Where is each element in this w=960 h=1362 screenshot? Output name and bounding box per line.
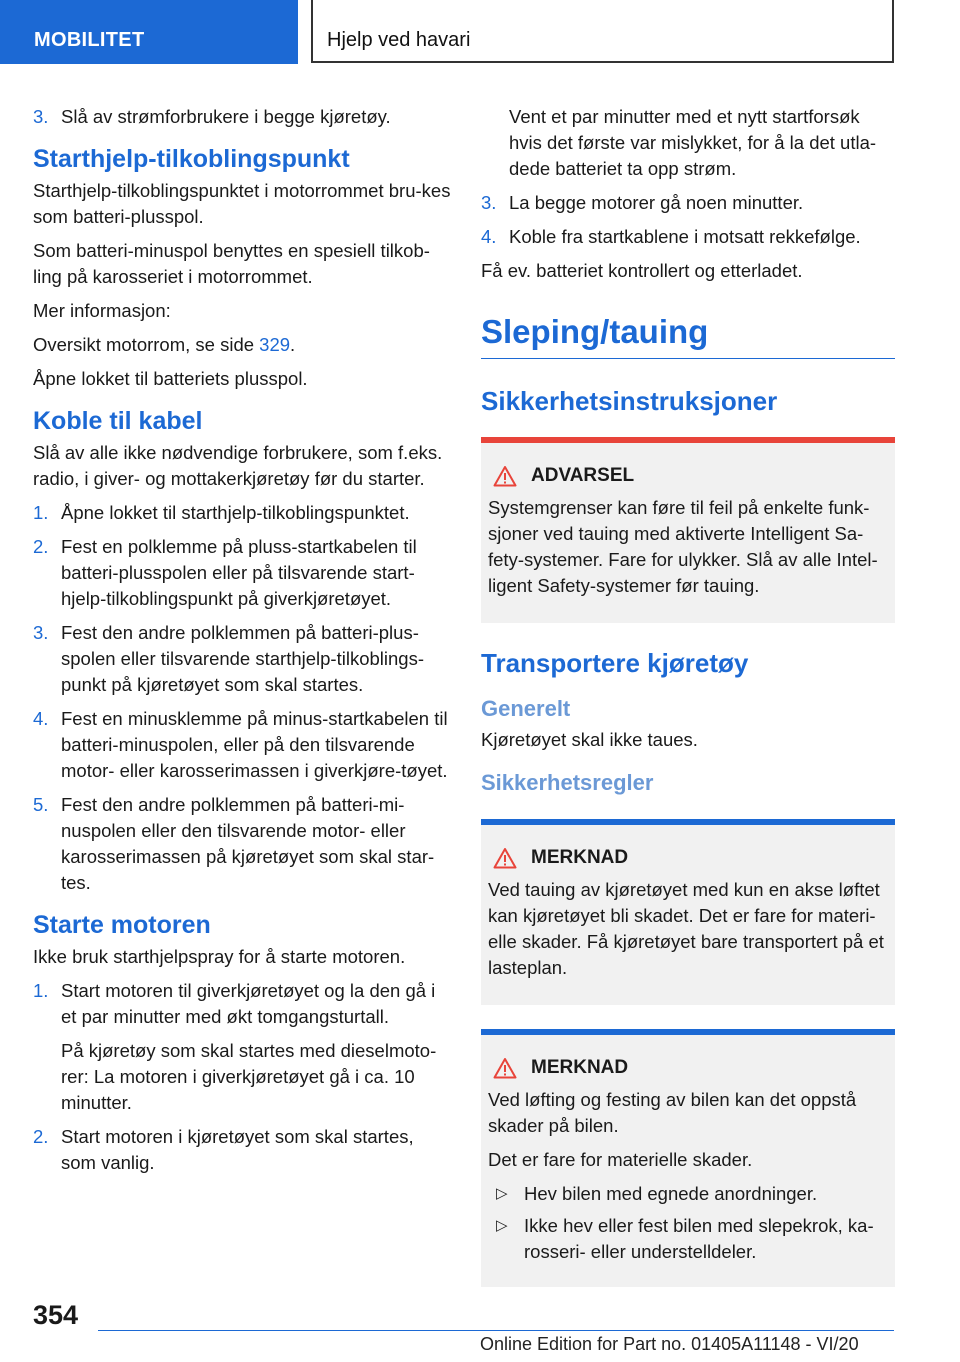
notice-title: MERKNAD: [531, 847, 629, 868]
step-text: Fest den andre polklemmen på batteri-mi-nuspolen eller den tilsvarende motor- eller karosserimassen på kjøretøyet som skal star-tes.: [61, 794, 435, 893]
paragraph: Kjøretøyet skal ikke taues.: [481, 729, 698, 750]
warning-title-row: [488, 463, 887, 489]
warning-title: ADVARSEL: [531, 465, 635, 486]
step-number: 1.: [33, 980, 49, 1001]
paragraph: Slå av alle ikke nødvendige forbrukere, som f.eks. radio, i giver- og mottakerkjøretøy før du starter.: [33, 442, 443, 489]
paragraph: Få ev. batteriet kontrollert og etterladet.: [481, 260, 803, 281]
list-item: [33, 706, 451, 784]
list-item: [33, 792, 451, 896]
list-item: [488, 1213, 887, 1265]
heading-starte: Starte motoren: [33, 911, 211, 939]
paragraph: Ikke bruk starthjelpspray for å starte motoren.: [33, 946, 406, 967]
step-number: 2.: [33, 1126, 49, 1147]
starte-steps: [33, 978, 451, 1176]
heading-regler: Sikkerhetsregler: [481, 770, 654, 795]
bullet-text: Ikke hev eller fest bilen med slepekrok, ka-rosseri- eller understelldeler.: [524, 1215, 874, 1262]
list-item: [33, 1124, 451, 1176]
warning-text: Systemgrenser kan føre til feil på enkelte funk-sjoner ved tauing med aktiverte Intelligent Sa-fety-systemer. Fare for ulykker. Slå av alle Intel-ligent Safety-systemer før tauing.: [488, 497, 878, 596]
step-number: 4.: [481, 226, 497, 247]
list-item: [33, 104, 451, 130]
step-continuation: Vent et par minutter med et nytt startforsøk hvis det første var mislykket, for å la det utla-dede batteriet ta opp strøm.: [509, 106, 877, 179]
step-text: Åpne lokket til starthjelp-tilkoblingspunktet.: [61, 502, 410, 523]
step-number: 4.: [33, 708, 49, 729]
footer-divider: [98, 1330, 894, 1331]
page-number: 354: [33, 1300, 79, 1330]
page-link[interactable]: 329: [259, 334, 291, 355]
step-text: Fest en polklemme på pluss-startkabelen til batteri-plusspolen eller på tilsvarende start-hjelp-tilkoblingspunkt på giverkjøretøyet.: [61, 536, 417, 609]
bullet-text: Hev bilen med egnede anordninger.: [524, 1183, 818, 1204]
heading-starthjelp: Starthjelp-tilkoblingspunkt: [33, 145, 350, 173]
list-item: [33, 500, 451, 526]
koble-steps: [33, 500, 451, 896]
step-text: Koble fra startkablene i motsatt rekkefølge.: [509, 226, 861, 247]
notice-box: [481, 1029, 895, 1287]
list-item: [481, 224, 895, 250]
notice-text: Ved løfting og festing av bilen kan det oppstå skader på bilen.: [488, 1089, 857, 1136]
step-text: La begge motorer gå noen minutter.: [509, 192, 804, 213]
edition-text: Online Edition for Part no. 01405A11148 - VI/20: [480, 1334, 859, 1354]
right-column: [481, 104, 895, 1311]
paragraph: Mer informasjon:: [33, 300, 171, 321]
warning-triangle-icon: [493, 465, 517, 487]
triangle-bullet-icon: ▷: [496, 1217, 508, 1234]
warning-triangle-icon: [493, 847, 517, 869]
notice-text: Det er fare for materielle skader.: [488, 1149, 753, 1170]
list-item: [33, 620, 451, 698]
section-tab: [0, 0, 298, 64]
step-text: Fest en minusklemme på minus-startkabelen til batteri-minuspolen, eller på den tilsvarende motor- eller karosserimassen i giverkjøre-tøyet.: [61, 708, 448, 781]
step-text: Start motoren til giverkjøretøyet og la den gå i et par minutter med økt tomgangsturtall.: [61, 980, 436, 1027]
list-item: [488, 1181, 887, 1207]
notice-box: [481, 819, 895, 1005]
warning-box: [481, 437, 895, 623]
notice-title-row: [488, 1055, 887, 1081]
list-item: [33, 534, 451, 612]
step-subtext: På kjøretøy som skal startes med dieselmoto-rer: La motoren i giverkjøretøyet gå i ca. 10 minutter.: [61, 1040, 437, 1113]
heading-sikkerhet: Sikkerhetsinstruksjoner: [481, 386, 778, 416]
paragraph-reference: [33, 332, 451, 358]
notice-text: Ved tauing av kjøretøyet med kun en akse løftet kan kjøretøyet bli skadet. Det er fare for materi-elle skader. Få kjøretøyet bare transportert på et lasteplan.: [488, 879, 884, 978]
right-steps: [481, 190, 895, 250]
heading-sleping: Sleping/tauing: [481, 312, 895, 359]
triangle-bullet-icon: ▷: [496, 1185, 508, 1202]
reference-end: .: [290, 334, 296, 355]
chapter-title: Hjelp ved havari: [327, 29, 471, 51]
step-number: 2.: [33, 536, 49, 557]
heading-koble: Koble til kabel: [33, 407, 203, 435]
section-title: MOBILITET: [34, 29, 145, 51]
chapter-header: [311, 0, 894, 63]
notice-title-row: [488, 845, 887, 871]
heading-transport: Transportere kjøretøy: [481, 648, 749, 678]
list-item: [481, 190, 895, 216]
step-number: 5.: [33, 794, 49, 815]
left-column: [33, 104, 451, 1184]
continued-steps: [33, 104, 451, 130]
paragraph: Starthjelp-tilkoblingspunktet i motorrommet bru-kes som batteri-plusspol.: [33, 180, 451, 227]
step-number: 3.: [33, 622, 49, 643]
list-item: [33, 978, 451, 1116]
paragraph: Åpne lokket til batteriets plusspol.: [33, 368, 308, 389]
step-text: Fest den andre polklemmen på batteri-plus-spolen eller tilsvarende starthjelp-tilkoblings-punkt på kjøretøyet som skal startes.: [61, 622, 424, 695]
step-number: 3.: [481, 192, 497, 213]
reference-text: Oversikt motorrom, se side: [33, 334, 260, 355]
step-number: 1.: [33, 502, 49, 523]
step-text: Start motoren i kjøretøyet som skal startes, som vanlig.: [61, 1126, 414, 1173]
paragraph: Som batteri-minuspol benyttes en spesiell tilkob-ling på karosseriet i motorrommet.: [33, 240, 430, 287]
warning-triangle-icon: [493, 1057, 517, 1079]
notice-bullets: [488, 1181, 887, 1265]
notice-title: MERKNAD: [531, 1057, 629, 1078]
step-number: 3.: [33, 106, 49, 127]
step-text: Slå av strømforbrukere i begge kjøretøy.: [61, 106, 391, 127]
heading-generelt: Generelt: [481, 696, 571, 721]
